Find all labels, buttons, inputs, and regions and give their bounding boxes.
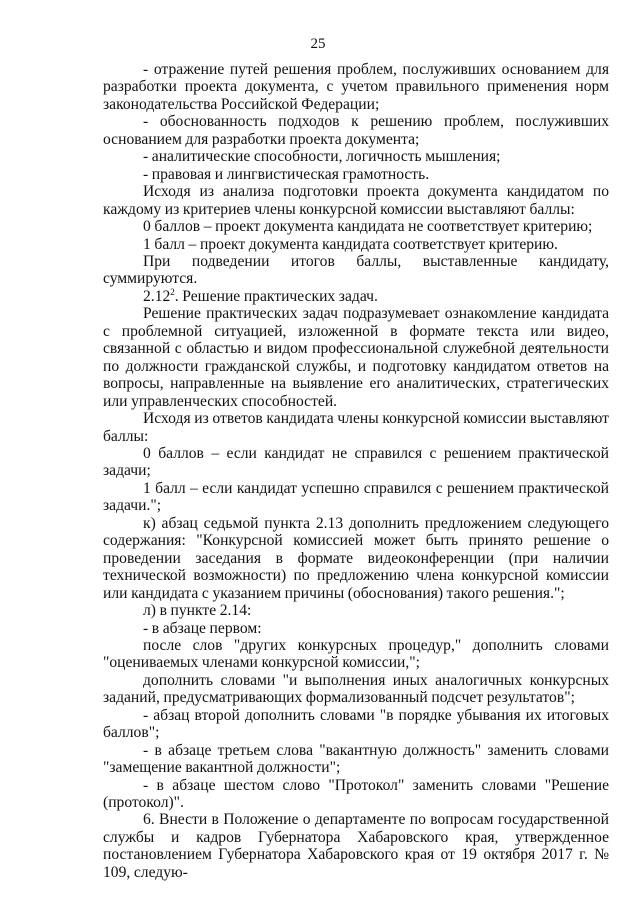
paragraph: Исходя из анализа подготовки проекта документа кандидатом по каждому из критериев члены конкурсной комиссии выставляют баллы: [103,183,609,218]
paragraph: - обоснованность подходов к решению проблем, послуживших основанием для разработки проекта документа; [103,113,609,148]
paragraph: после слов "других конкурсных процедур," дополнить словами "оцениваемых членами конкурсной комиссии,"; [103,636,609,672]
paragraph: л) в пункте 2.14: [143,602,252,620]
section-title: . Решение практических задач. [174,287,378,305]
paragraph: - аналитические способности, логичность мышления; [143,148,501,166]
section-superscript: 2 [170,286,175,297]
paragraph: - отражение путей решения проблем, послуживших основанием для разработки проекта документа, с учетом правильного применения норм законодательства Российской Федерации; [103,61,609,113]
paragraph: 6. Внести в Положение о департаменте по вопросам государственной службы и кадров Губернатора Хабаровского края, утвержденное постановлением Губернатора Хабаровского края от 19 октября 2017 г. № 109, следую- [103,811,609,881]
document-body [103,61,609,881]
section-number: 2.12 [143,287,171,305]
page-number: 25 [310,36,326,52]
paragraph: к) абзац седьмой пункта 2.13 дополнить предложением следующего содержания: "Конкурсной комиссией может быть принято решение о проведении заседания в формате видеоконференции (при наличии технической возможности) по предложению члена конкурсной комиссии или кандидата с указанием причины (обоснования) такого решения."; [103,514,609,602]
paragraph: - в абзаце шестом слово "Протокол" заменить словами "Решение (протокол)". [103,776,609,812]
paragraph: - правовая и лингвистическая грамотность. [143,165,430,183]
paragraph: - абзац второй дополнить словами "в порядке убывания их итоговых баллов"; [103,706,609,742]
paragraph: - в абзаце первом: [143,619,262,637]
paragraph: 0 баллов – если кандидат не справился с решением практической задачи; [103,444,609,480]
paragraph: дополнить словами "и выполнения иных аналогичных конкурсных заданий, предусматривающих формализованный подсчет результатов"; [103,671,609,707]
paragraph: - в абзаце третьем слова "вакантную должность" заменить словами "замещение вакантной должности"; [103,741,609,777]
paragraph: 1 балл – если кандидат успешно справился с решением практической задачи."; [103,479,609,515]
section-heading [103,288,609,305]
paragraph: 1 балл – проект документа кандидата соответствует критерию. [143,235,558,253]
paragraph: Исходя из ответов кандидата члены конкурсной комиссии выставляют баллы: [103,410,609,445]
paragraph: Решение практических задач подразумевает ознакомление кандидата с проблемной ситуацией, изложенной в формате текста или видео, связанной с областью и видом профессиональной служебной деятельности по должности гражданской службы, и подготовку кандидатом ответов на вопросы, направленные на выявление его аналитических, стратегических или управленческих способностей. [103,305,609,410]
paragraph: При подведении итогов баллы, выставленные кандидату, суммируются. [103,252,609,288]
paragraph: 0 баллов – проект документа кандидата не соответствует критерию; [143,218,593,236]
